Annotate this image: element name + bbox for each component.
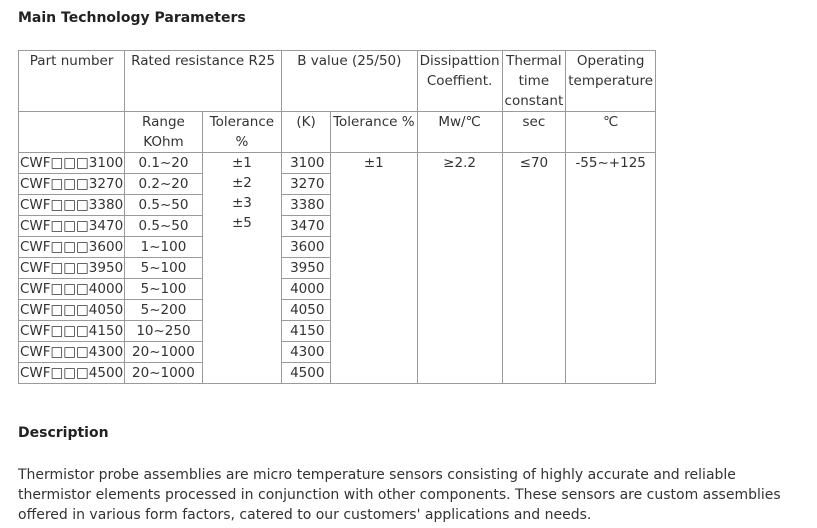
range-cell: 20~1000 [125,363,203,384]
part-number-cell: CWF□□□4500 [19,363,125,384]
description-heading: Description [18,425,109,441]
b-value-cell: 3100 [282,153,331,174]
range-cell: 5~200 [125,300,203,321]
subheader-blank [19,112,125,153]
part-number-cell: CWF□□□3270 [19,174,125,195]
b-value-cell: 4150 [282,321,331,342]
table-row [19,153,656,174]
range-cell: 1~100 [125,237,203,258]
part-number-cell: CWF□□□3600 [19,237,125,258]
b-value-cell: 3380 [282,195,331,216]
tolerance-value: ±2 [231,175,252,191]
tolerance-value: ±1 [231,155,252,171]
b-value-cell: 4300 [282,342,331,363]
range-cell: 0.2~20 [125,174,203,195]
section-title: Main Technology Parameters [18,10,246,26]
part-number-cell: CWF□□□4050 [19,300,125,321]
header-b-value: B value (25/50) [282,51,418,112]
header-thermal-time-constant: Thermal time constant [502,51,566,112]
header-part-number: Part number [19,51,125,112]
header-row [19,51,656,112]
tolerance-cell [202,153,281,384]
part-number-cell: CWF□□□3470 [19,216,125,237]
range-cell: 20~1000 [125,342,203,363]
b-value-cell: 4050 [282,300,331,321]
header-dissipation: Dissipattion Coeffient. [417,51,502,112]
subheader-row [19,112,656,153]
subheader-dissipation-unit: Mw/℃ [417,112,502,153]
subheader-b-tolerance: Tolerance % [331,112,418,153]
range-cell: 5~100 [125,258,203,279]
tolerance-value: ±3 [231,195,252,211]
part-number-cell: CWF□□□3100 [19,153,125,174]
b-value-cell: 3270 [282,174,331,195]
part-number-cell: CWF□□□4300 [19,342,125,363]
therm-cell: ≤70 [502,153,566,384]
subheader-operating-unit: ℃ [566,112,656,153]
subheader-range: Range KOhm [125,112,203,153]
part-number-cell: CWF□□□4150 [19,321,125,342]
b-value-cell: 3950 [282,258,331,279]
part-number-cell: CWF□□□3950 [19,258,125,279]
b-value-cell: 3600 [282,237,331,258]
subheader-tolerance: Tolerance % [202,112,281,153]
part-number-cell: CWF□□□3380 [19,195,125,216]
parameters-table [18,50,656,384]
range-cell: 0.5~50 [125,195,203,216]
subheader-thermal-unit: sec [502,112,566,153]
oper-cell: -55~+125 [566,153,656,384]
header-rated-resistance: Rated resistance R25 [125,51,282,112]
subheader-b-unit: (K) [282,112,331,153]
description-text: Thermistor probe assemblies are micro temperature sensors consisting of highly accurate and reliable thermistor elements processed in conjunction with other components. These sensors are custom assemblies offered in various form factors, catered to our customers' applications and needs. [18,467,781,523]
diss-cell: ≥2.2 [417,153,502,384]
header-operating-temperature: Operating temperature [566,51,656,112]
range-cell: 0.5~50 [125,216,203,237]
range-cell: 0.1~20 [125,153,203,174]
b-value-cell: 4500 [282,363,331,384]
tolerance-value: ±5 [231,215,252,231]
range-cell: 5~100 [125,279,203,300]
btol-cell: ±1 [331,153,418,384]
part-number-cell: CWF□□□4000 [19,279,125,300]
b-value-cell: 3470 [282,216,331,237]
range-cell: 10~250 [125,321,203,342]
b-value-cell: 4000 [282,279,331,300]
